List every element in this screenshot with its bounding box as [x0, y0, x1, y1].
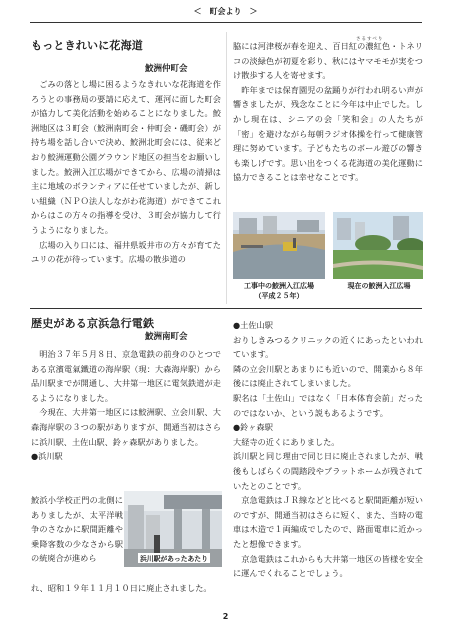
paragraph: 京急電鉄はこれからも大井第一地区の皆様を安全に運んでくれることでしょう。 — [233, 553, 423, 579]
article1-title: もっときれいに花海道 — [31, 39, 143, 52]
paragraph: 明治３７年５月８日、京急電鉄の前身のひとつである京濱電氣鐵道の海岸駅（現：大森海岸駅）から品川駅までが開通し、大井第一地区に電気鉄道が走るようになりました。 — [31, 349, 221, 403]
current-park-photo — [333, 212, 423, 279]
paragraph: 広場の入り口には、福井県坂井市の方々が育てたユリの花が待っています。広場の散歩道の — [31, 239, 221, 265]
ruby-annotation: さるすべり — [356, 37, 384, 42]
paragraph: 駅名は「土佐山」ではなく「日本体育会前」だったのではないか、という説もあるようです。 — [233, 392, 423, 418]
page-number: 2 — [222, 612, 229, 621]
construction-photo — [233, 212, 325, 279]
column-divider — [226, 32, 227, 304]
article2-wrap-text: 鮫浜小学校正門の北側にありましたが、太平洋戦争のさなかに駅間距離や乗降客数の少なさから駅の統廃合が進めら — [31, 495, 123, 564]
construction-photo-caption: 工事中の鮫洲入江広場 （平成２５年） — [244, 282, 314, 300]
hamakawa-photo-caption: 浜川駅があったあたり — [140, 555, 208, 563]
article2-left-end: れ、昭和１９年１１月１０日に廃止されました。 — [31, 583, 212, 593]
page-header: ＜ 町会より ＞ — [193, 7, 258, 16]
paragraph: 隣の立会川駅とあまりにも近いので、開業から８年後には廃止されてしまいました。 — [233, 363, 423, 389]
paragraph: 昨年までは保育園児の盆踊りが行われ明るい声が響きましたが、残念なことに今年は中止でした。しかし現在は、シニアの会「笑和会」の人たちが「密」を避けながら毎朝ラジオ体操を行って健康管理に努めています。子どもたちのボール遊びの響きも楽しげです。思い出をつくる花海道の美化運動に協力できることは幸せなことです。 — [233, 84, 423, 183]
bullet-heading: ●土佐山駅 — [233, 320, 273, 330]
article2-left-column — [31, 347, 221, 464]
header-rule — [30, 22, 422, 23]
article1-left-column — [31, 77, 221, 267]
hamakawa-station-photo — [124, 491, 222, 567]
paragraph: 今現在、大井第一地区には鮫洲駅、立会川駅、大森海岸駅の３つの駅がありますが、開通当初はさらに浜川駅、土佐山駅、鈴ヶ森駅がありました。 — [31, 407, 221, 447]
paragraph: 京急電鉄はＪＲ線などと比べると駅間距離が短いのですが、開通当初はさらに短く、また、当時の電車は木造で１両編成でしたので、路面電車に近かったと想像できます。 — [233, 495, 423, 549]
bullet-heading: ●浜川駅 — [31, 451, 63, 462]
current-park-photo-caption: 現在の鮫洲入江広場 — [347, 282, 411, 290]
paragraph: 浜川駅と同じ理由で同じ日に廃止されましたが、戦後もしばらくの間踏段やプラットホームが残されていたとのことです。 — [233, 451, 423, 491]
paragraph: 脇には河津桜が春を迎え、百日紅の濃紅色・トネリコの淡緑色が初夏を彩り、秋にはヤマモモが実をつけ散歩する人を寄せます。 — [233, 41, 423, 81]
article1-right-column — [233, 39, 423, 185]
article2-author: 鮫洲南町会 — [145, 332, 188, 342]
article2-right-column — [233, 318, 423, 581]
paragraph: ごみの落とし場に困るようなきれいな花海道を作ろうとの事務局の要請に応えて、運河に面した町会が協力して美化活動を始めることになりました。鮫洲地区は３町会（鮫洲南町会・仲町会・磯町会）が持ち場を話し合いで決め、鮫洲北町会には、従来どおり鮫洲運動公園グラウンド地区の担当をお願いしました。鮫洲入江広場ができてから、広場の清掃は主に地域のボランティアに任せていましたが、新しい組織（ＮＰＯ法人しながわ花海道）ができてこれからはこの方々の指導を受け、３町会が協力して行うようになりました。 — [31, 79, 221, 235]
article2-title: 歴史がある京浜急行電鉄 — [31, 317, 155, 330]
paragraph: おりしきみつるクリニックの近くにあったといわれています。 — [233, 334, 423, 360]
section-rule — [30, 308, 422, 309]
bullet-heading: ●鈴ヶ森駅 — [233, 422, 273, 433]
paragraph: 大経寺の近くにありました。 — [233, 436, 340, 447]
article1-author: 鮫洲仲町会 — [145, 64, 188, 74]
